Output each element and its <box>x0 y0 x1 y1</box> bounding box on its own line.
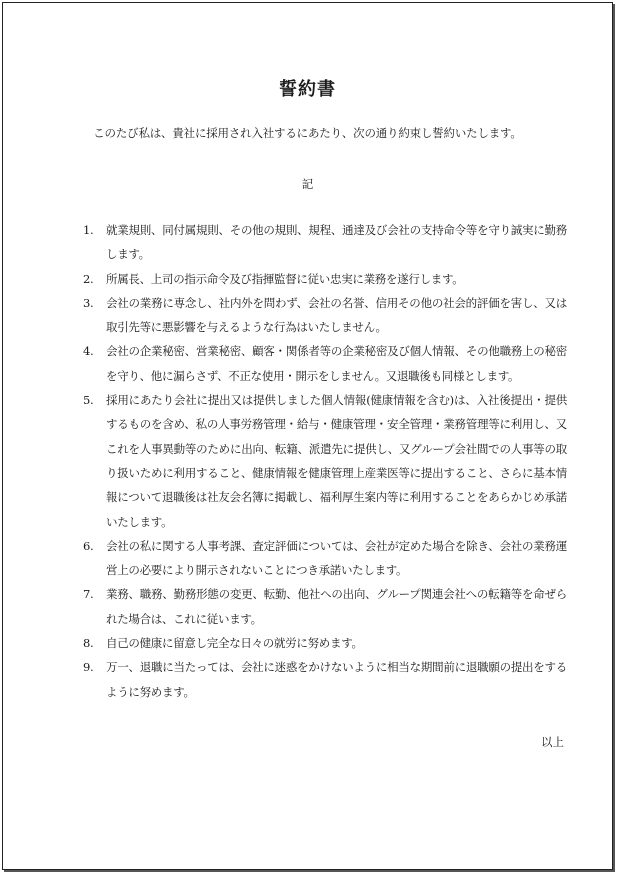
pledge-text: 会社の業務に専念し、社内外を問わず、会社の名誉、信用その他の社会的評価を害し、又は取引先等に悪影響を与えるような行為はいたしません。 <box>106 295 567 335</box>
intro-text: このたび私は、貴社に採用され入社するにあたり、次の通り約束し誓約いたします。 <box>93 126 522 140</box>
pledge-item <box>83 582 567 631</box>
pledge-text: 会社の私に関する人事考課、査定評価については、会社が定めた場合を除き、会社の業務運営上の必要により開示されないことにつき承諾いたします。 <box>106 538 567 578</box>
pledge-number: 1. <box>83 223 94 237</box>
document-title: 誓約書 <box>279 79 336 100</box>
pledge-list <box>83 218 567 704</box>
ki-heading: 記 <box>301 177 314 191</box>
pledge-text: 自己の健康に留意し完全な日々の就労に努めます。 <box>106 636 363 651</box>
pledge-number: 8. <box>83 636 94 651</box>
pledge-item <box>83 631 567 655</box>
pledge-text: 所属長、上司の指示命令及び指揮監督に従い忠実に業務を遂行します。 <box>106 271 464 286</box>
pledge-item <box>83 291 567 340</box>
pledge-number: 9. <box>83 660 94 675</box>
pledge-text: 就業規則、同付属規則、その他の規則、規程、通達及び会社の支持命令等を守り誠実に勤務します。 <box>106 223 567 262</box>
pledge-text: 会社の企業秘密、営業秘密、顧客・関係者等の企業秘密及び個人情報、その他職務上の秘密を守り、他に漏らさず、不正な使用・開示をしません。又退職後も同様とします。 <box>106 344 567 383</box>
pledge-item <box>83 267 567 291</box>
pledge-item <box>83 534 567 583</box>
pledge-number: 2. <box>83 271 94 286</box>
pledge-item <box>83 339 567 388</box>
pledge-text: 万一、退職に当たっては、会社に迷惑をかけないように相当な期間前に退職願の提出をするように努めます。 <box>106 660 567 699</box>
pledge-item <box>83 388 567 534</box>
closing-text: 以上 <box>541 735 564 749</box>
pledge-number: 4. <box>83 344 94 359</box>
pledge-text: 業務、職務、勤務形態の変更、転勤、他社への出向、グループ関連会社への転籍等を命ぜられた場合は、これに従います。 <box>106 587 567 626</box>
pledge-item <box>83 218 567 267</box>
pledge-number: 6. <box>83 538 94 553</box>
pledge-number: 3. <box>83 295 94 310</box>
pledge-item <box>83 655 567 704</box>
pledge-number: 7. <box>83 587 94 602</box>
pledge-text: 採用にあたり会社に提出又は提供しました個人情報(健康情報を含む)は、入社後提出・提供するものを含め、私の人事労務管理・給与・健康管理・安全管理・業務管理等に利用し、又これを人事異動等のために出向、転籍、派遣先に提供し、又グループ会社間での人事等の取り扱いために利用すること、健康情報を健康管理上産業医等に提出すること、さらに基本情報について退職後は社友会名簿に掲載し、福利厚生案内等に利用することをあらかじめ承諾いたします。 <box>106 393 567 529</box>
document-page <box>2 2 613 870</box>
pledge-number: 5. <box>83 393 94 408</box>
